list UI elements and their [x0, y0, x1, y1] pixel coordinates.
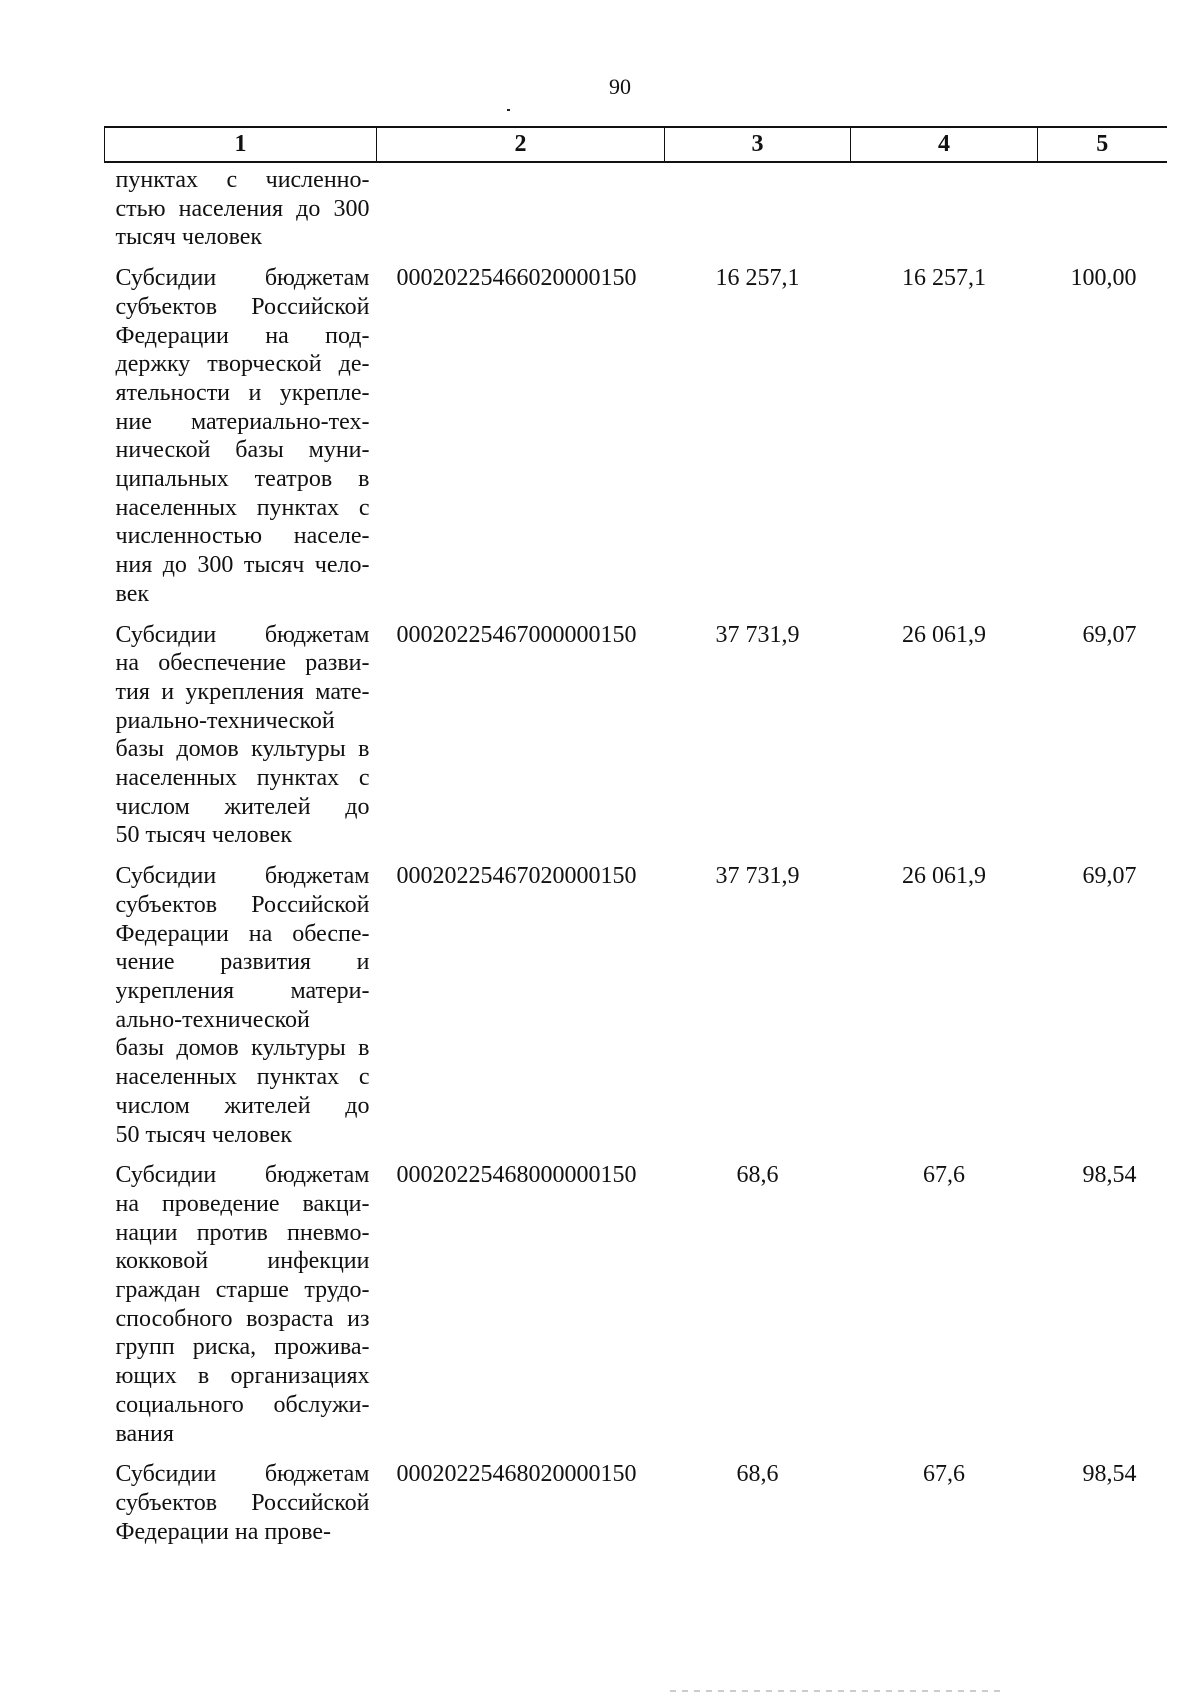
row-value-col4: 26 061,9 — [902, 863, 986, 890]
row-code: 00020225467000000150 — [396, 621, 637, 648]
row-name-line: Субсидии бюджетам — [115, 863, 370, 890]
row-name-line: стью населения до 300 — [115, 195, 370, 222]
row-name-line: субъектов Российской — [115, 1489, 370, 1516]
row-name-line: Федерации на обеспе- — [115, 920, 370, 947]
row-name-line: Субсидии бюджетам — [115, 1162, 370, 1189]
row-code: 00020225467020000150 — [396, 863, 637, 890]
row-name-line: Субсидии бюджетам — [115, 1461, 370, 1488]
row-name — [105, 1448, 377, 1546]
row-name-line: базы домов культуры в — [115, 736, 370, 763]
row-name-line: ния до 300 тысяч чело- — [115, 552, 370, 579]
row-name-line: ально-технической — [115, 1006, 310, 1033]
page-number: 90 — [609, 74, 631, 99]
row-name-line: населенных пунктах с — [115, 765, 370, 792]
row-name-line: способного возраста из — [115, 1305, 370, 1332]
row-name-line: числом жителей до — [115, 1092, 370, 1119]
row-name-line: Субсидии бюджетам — [115, 621, 370, 648]
row-code: 00020225468020000150 — [396, 1461, 637, 1488]
row-name-line: пунктах с численно- — [115, 167, 370, 193]
row-name — [105, 252, 377, 608]
row-name-line: ющих в организациях — [115, 1363, 370, 1390]
row-value-col3: 37 731,9 — [715, 621, 800, 648]
empty-cell — [665, 162, 851, 252]
row-name-line: держку творческой де- — [115, 351, 370, 378]
row-name-line: укрепления матери- — [115, 977, 370, 1004]
row-name-line: риально-технической — [115, 707, 335, 734]
row-name-line: чение развития и — [115, 949, 370, 976]
row-name-line: субъектов Российской — [115, 293, 370, 320]
row-value-col5: 69,07 — [1082, 621, 1137, 648]
row-name-line: населенных пунктах с — [115, 494, 370, 521]
row-value-col4: 67,6 — [923, 1162, 965, 1189]
row-name-line: граждан старше трудо- — [115, 1277, 370, 1304]
row-name-line: ципальных театров в — [115, 466, 370, 493]
row-name-line: населенных пунктах с — [115, 1064, 370, 1091]
row-name-line: вания — [115, 1420, 174, 1447]
table-row — [105, 850, 1167, 1149]
row-name-line: на обеспечение разви- — [115, 650, 370, 677]
row-value-col3: 68,6 — [736, 1162, 779, 1189]
row-code: 00020225466020000150 — [396, 265, 637, 292]
column-header-3: 3 — [665, 127, 851, 162]
column-header-4: 4 — [851, 127, 1038, 162]
row-name-line: Федерации на прове- — [115, 1518, 332, 1545]
row-value-col4: 16 257,1 — [902, 265, 986, 292]
column-header-2: 2 — [377, 127, 665, 162]
row-value-col4: 26 061,9 — [902, 621, 986, 648]
row-name-line: числом жителей до — [115, 793, 370, 820]
row-name-line: на проведение вакци- — [115, 1190, 370, 1217]
row-name-line: базы домов культуры в — [115, 1035, 370, 1062]
table-row — [105, 252, 1167, 608]
row-value-col3: 16 257,1 — [715, 265, 800, 292]
budget-table — [104, 126, 1167, 1546]
row-name-line: численностью населе- — [115, 523, 370, 550]
table-row-continuation — [105, 162, 1167, 252]
row-code: 00020225468000000150 — [396, 1162, 637, 1189]
row-name-line: субъектов Российской — [115, 891, 370, 918]
column-header-5: 5 — [1038, 127, 1167, 162]
row-name-line: век — [115, 580, 150, 607]
row-name — [105, 609, 377, 851]
row-name — [105, 850, 377, 1149]
row-value-col4: 67,6 — [923, 1461, 965, 1488]
table-body — [105, 162, 1167, 1546]
column-header-1: 1 — [105, 127, 377, 162]
row-name-line: тия и укрепления мате- — [115, 678, 370, 705]
row-name-line: 50 тысяч человек — [115, 1121, 293, 1148]
row-name-line: кокковой инфекции — [115, 1248, 370, 1275]
row-value-col5: 69,07 — [1082, 863, 1137, 890]
row-name-line: Субсидии бюджетам — [115, 265, 370, 292]
row-name-line: ятельности и укрепле- — [115, 379, 370, 406]
row-name — [105, 1149, 377, 1448]
row-name-line: нической базы муни- — [115, 437, 370, 464]
empty-cell — [1038, 162, 1167, 252]
row-value-col3: 68,6 — [736, 1461, 779, 1488]
row-value-col5: 98,54 — [1082, 1461, 1137, 1488]
row-name — [105, 162, 377, 252]
table-header — [105, 127, 1167, 162]
row-name-line: социального обслужи- — [115, 1391, 370, 1418]
row-value-col3: 37 731,9 — [715, 863, 800, 890]
table-row — [105, 1149, 1167, 1448]
row-name-line: Федерации на под- — [115, 322, 370, 349]
table-row — [105, 609, 1167, 851]
table-row — [105, 1448, 1167, 1546]
empty-cell — [377, 162, 665, 252]
row-value-col5: 98,54 — [1082, 1162, 1137, 1189]
scan-mark — [507, 109, 510, 111]
row-value-col5: 100,00 — [1070, 265, 1137, 292]
scan-artifact — [670, 1690, 1000, 1692]
empty-cell — [851, 162, 1038, 252]
row-name-line: ние материально-тех- — [115, 408, 370, 435]
row-name-line: нации против пневмо- — [115, 1219, 370, 1246]
row-name-line: тысяч человек — [115, 224, 263, 251]
row-name-line: групп риска, прожива- — [115, 1334, 370, 1361]
row-name-line: 50 тысяч человек — [115, 822, 293, 849]
